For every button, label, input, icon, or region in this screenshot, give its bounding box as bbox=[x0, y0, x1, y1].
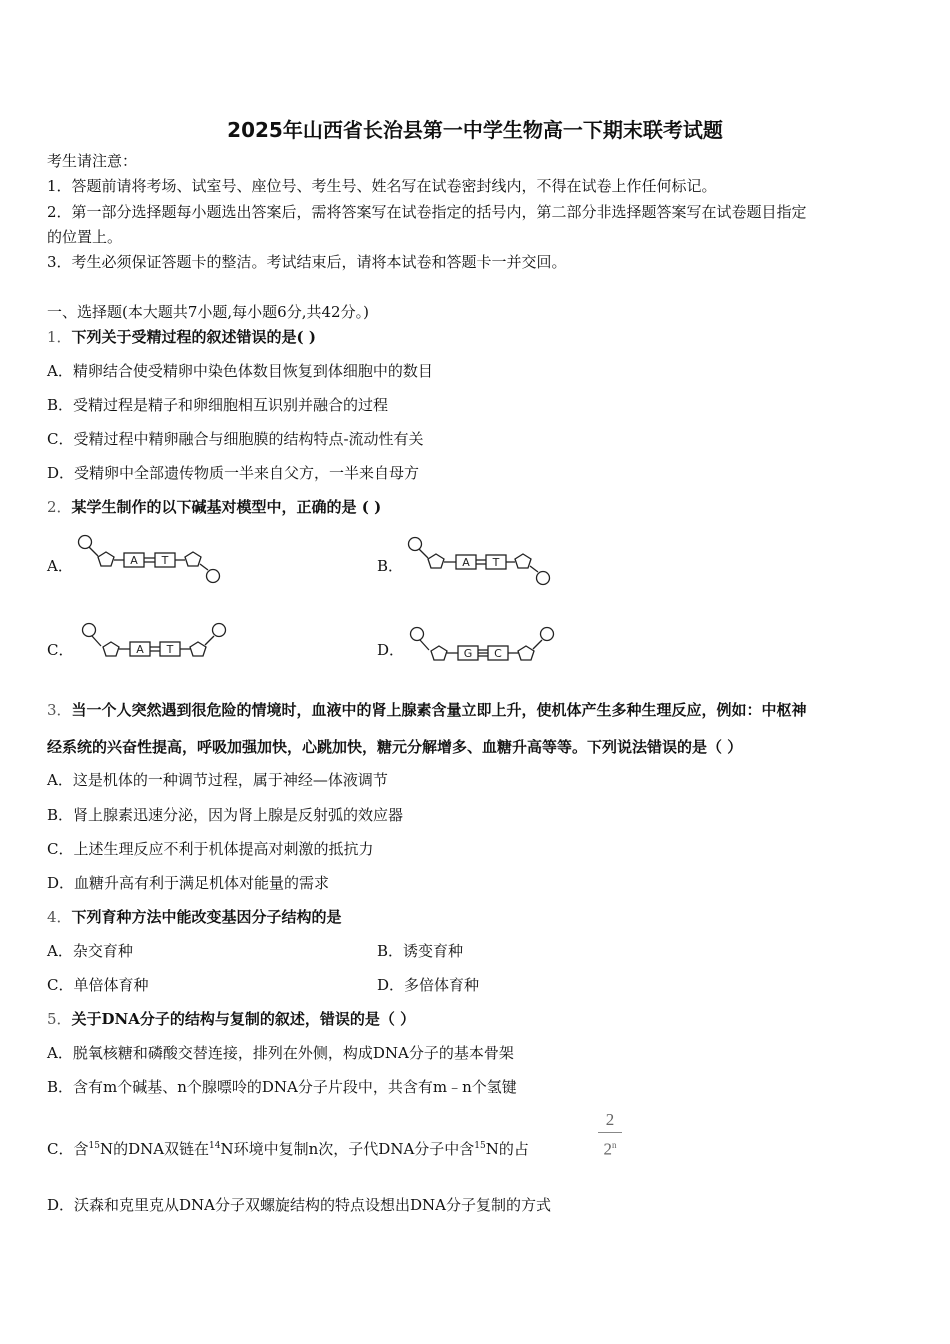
option-c: C．上述生理反应不利于机体提高对刺激的抵抗力 bbox=[47, 840, 374, 858]
base-letter: T bbox=[161, 554, 169, 567]
base-pair-model-d bbox=[406, 622, 558, 668]
deoxyribose-icon bbox=[185, 552, 201, 566]
isotope-mass: 15 bbox=[88, 1141, 100, 1151]
option-c-text: N的DNA双链在 bbox=[99, 1140, 210, 1158]
deoxyribose-icon bbox=[190, 642, 206, 656]
question-number: 1． bbox=[47, 328, 72, 346]
option-a: A．精卵结合使受精卵中染色体数目恢复到体细胞中的数目 bbox=[47, 362, 433, 380]
option-b: B．含有m个碱基、n个腺嘌呤的DNA分子片段中，共含有m﹣n个氢键 bbox=[47, 1078, 517, 1096]
question-stem: 下列关于受精过程的叙述错误的是( ) bbox=[71, 328, 316, 346]
notice-item: 的位置上。 bbox=[47, 228, 123, 246]
phosphate-icon bbox=[213, 624, 226, 637]
option-d: D．沃森和克里克从DNA分子双螺旋结构的特点设想出DNA分子复制的方式 bbox=[47, 1196, 551, 1214]
base-letter: A bbox=[462, 556, 470, 569]
phosphate-icon bbox=[409, 538, 422, 551]
question-3 bbox=[47, 700, 807, 720]
phosphate-icon bbox=[83, 624, 96, 637]
option-a-label: A． bbox=[47, 557, 73, 575]
fraction-numerator: 2 bbox=[605, 1110, 615, 1129]
question-stem-cont: 经系统的兴奋性提高，呼吸加强加快，心跳加快，糖元分解增多、血糖升高等等。下列说法错误的是（ ） bbox=[47, 738, 743, 756]
notice-item: 2．第一部分选择题每小题选出答案后，需将答案写在试卷指定的括号内，第二部分非选择题答案写在试卷题目指定 bbox=[47, 203, 807, 221]
question-number: 2． bbox=[47, 498, 72, 516]
base-letter: T bbox=[166, 643, 174, 656]
phosphate-icon bbox=[79, 536, 92, 549]
option-b-label: B． bbox=[377, 557, 404, 575]
option-c bbox=[47, 1136, 529, 1159]
notice-item: 3．考生必须保证答题卡的整洁。考试结束后，请将本试卷和答题卡一并交回。 bbox=[47, 253, 567, 271]
question-number: 5． bbox=[47, 1010, 72, 1028]
base-pair-model-a bbox=[74, 530, 224, 588]
question-1 bbox=[47, 327, 316, 347]
base-pair-model-c bbox=[78, 618, 230, 664]
base-pair-model-b bbox=[404, 532, 554, 590]
question-5 bbox=[47, 1009, 415, 1029]
question-2 bbox=[47, 497, 381, 517]
option-a: A．脱氧核糖和磷酸交替连接，排列在外侧，构成DNA分子的基本骨架 bbox=[47, 1044, 514, 1062]
question-stem: 当一个人突然遇到很危险的情境时，血液中的肾上腺素含量立即上升，使机体产生多种生理反应，例如：中枢神 bbox=[71, 701, 807, 719]
option-c: C．受精过程中精卵融合与细胞膜的结构特点-流动性有关 bbox=[47, 430, 424, 448]
fraction bbox=[598, 1110, 622, 1160]
option-c-text: N的占 bbox=[485, 1140, 529, 1158]
deoxyribose-icon bbox=[515, 554, 531, 568]
question-stem: 某学生制作的以下碱基对模型中，正确的是 ( ) bbox=[71, 498, 382, 516]
section-heading: 一、选择题(本大题共7小题,每小题6分,共42分。) bbox=[47, 303, 369, 321]
notice-item: 1．答题前请将考场、试室号、座位号、考生号、姓名写在试卷密封线内，不得在试卷上作任何标记。 bbox=[47, 177, 717, 195]
option-c-text: N环境中复制n次，子代DNA分子中含 bbox=[220, 1140, 475, 1158]
phosphate-icon bbox=[537, 572, 550, 585]
notice-heading: 考生请注意： bbox=[47, 152, 138, 170]
deoxyribose-icon bbox=[431, 646, 447, 660]
deoxyribose-icon bbox=[518, 646, 534, 660]
base-letter: A bbox=[130, 554, 138, 567]
base-letter: C bbox=[494, 647, 502, 660]
option-b: B．诱变育种 bbox=[377, 942, 464, 960]
question-4 bbox=[47, 907, 342, 927]
deoxyribose-icon bbox=[103, 642, 119, 656]
option-d: D．血糖升高有利于满足机体对能量的需求 bbox=[47, 874, 330, 892]
fraction-denominator: 2 bbox=[603, 1139, 612, 1159]
isotope-mass: 14 bbox=[209, 1141, 221, 1151]
question-number: 3． bbox=[47, 701, 72, 719]
base-letter: T bbox=[492, 556, 500, 569]
option-d: D．受精卵中全部遗传物质一半来自父方，一半来自母方 bbox=[47, 464, 420, 482]
fraction-bar bbox=[598, 1132, 622, 1133]
option-b: B．受精过程是精子和卵细胞相互识别并融合的过程 bbox=[47, 396, 389, 414]
deoxyribose-icon bbox=[428, 554, 444, 568]
isotope-mass: 15 bbox=[474, 1141, 486, 1151]
option-a: A．这是机体的一种调节过程，属于神经—体液调节 bbox=[47, 771, 388, 789]
phosphate-icon bbox=[207, 570, 220, 583]
base-letter: G bbox=[463, 647, 473, 660]
option-c-text: C．含 bbox=[47, 1140, 89, 1158]
phosphate-icon bbox=[411, 628, 424, 641]
option-c: C．单倍体育种 bbox=[47, 976, 149, 994]
option-a: A．杂交育种 bbox=[47, 942, 133, 960]
exam-title: 2025年山西省长治县第一中学生物高一下期末联考试题 bbox=[227, 118, 723, 142]
option-c-label: C． bbox=[47, 641, 74, 659]
question-stem: 关于DNA分子的结构与复制的叙述，错误的是（ ） bbox=[71, 1010, 416, 1028]
option-b: B．肾上腺素迅速分泌，因为肾上腺是反射弧的效应器 bbox=[47, 806, 404, 824]
deoxyribose-icon bbox=[98, 552, 114, 566]
question-number: 4． bbox=[47, 908, 72, 926]
base-letter: A bbox=[136, 643, 144, 656]
fraction-exponent: n bbox=[612, 1140, 617, 1150]
question-stem: 下列育种方法中能改变基因分子结构的是 bbox=[71, 908, 342, 926]
phosphate-icon bbox=[541, 628, 554, 641]
option-d: D．多倍体育种 bbox=[377, 976, 480, 994]
option-d-label: D． bbox=[377, 641, 405, 659]
